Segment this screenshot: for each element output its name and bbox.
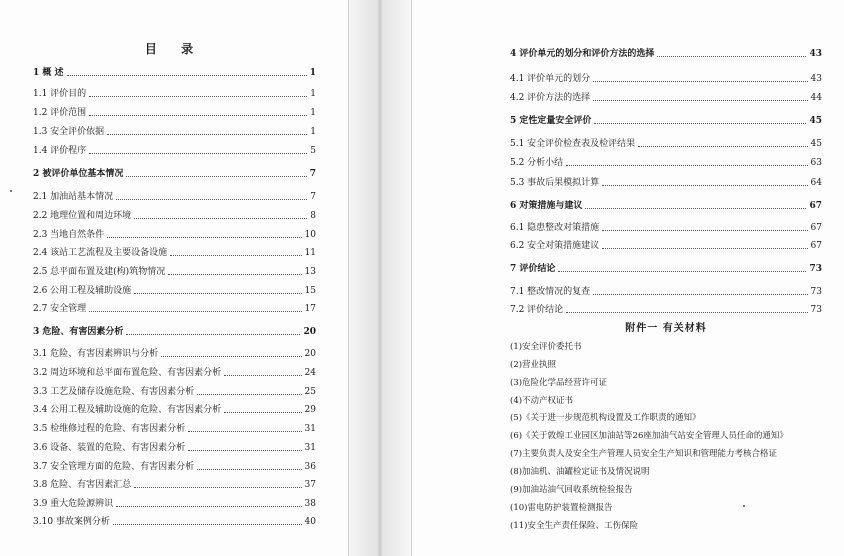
- toc-entry-title: 2.6 公用工程及辅助设施: [33, 286, 132, 296]
- toc-dot-leader: [566, 312, 807, 313]
- toc-entry-title: 3.5 检维修过程的危险、有害因素分析: [33, 424, 186, 434]
- toc-entry-title: 1.1 评价目的: [33, 89, 87, 99]
- toc-entry-title: 3.10 事故案例分析: [33, 517, 110, 527]
- toc-entry-title: 3.2 周边环境和总平面布置危险、有害因素分析: [33, 368, 222, 378]
- toc-dot-leader: [188, 450, 301, 451]
- toc-dot-leader: [89, 153, 307, 154]
- toc-page-number: 13: [304, 267, 316, 277]
- toc-section-entry: [510, 136, 822, 150]
- toc-section-entry: [33, 227, 316, 241]
- toc-dot-leader: [594, 123, 806, 124]
- toc-dot-leader: [116, 199, 307, 200]
- toc-dot-leader: [161, 356, 301, 357]
- toc-section-entry: [33, 477, 316, 491]
- toc-entry-title: 2.2 地理位置和周边环境: [33, 211, 132, 221]
- toc-entry-title: 7.2 评价结论: [510, 305, 564, 315]
- toc-chapter-entry: [510, 113, 822, 127]
- toc-page-number: 40: [304, 517, 316, 527]
- toc-section-entry: [33, 346, 316, 360]
- toc-page-number: 25: [304, 387, 316, 397]
- toc-dot-leader: [224, 412, 301, 413]
- toc-page-number: 67: [809, 201, 822, 211]
- document-page-right: [412, 0, 844, 556]
- toc-title: 目 录: [144, 42, 204, 56]
- toc-section-entry: [33, 459, 316, 473]
- toc-page-number: 7: [310, 192, 316, 202]
- toc-page-number: 1: [310, 89, 316, 99]
- toc-dot-leader: [657, 56, 806, 57]
- toc-dot-leader: [134, 218, 307, 219]
- toc-section-entry: [33, 514, 316, 528]
- toc-section-entry: [33, 365, 316, 379]
- toc-entry-title: 2.4 该站工艺流程及主要设备设施: [33, 248, 168, 258]
- toc-dot-leader: [113, 524, 302, 525]
- toc-dot-leader: [593, 294, 807, 295]
- toc-chapter-entry: [33, 166, 316, 180]
- toc-dot-leader: [602, 185, 807, 186]
- toc-chapter-entry: [510, 261, 822, 275]
- toc-section-entry: [510, 175, 822, 189]
- toc-dot-leader: [602, 248, 807, 249]
- toc-entry-title: 7.1 整改情况的复查: [510, 287, 591, 297]
- toc-dot-leader: [126, 334, 300, 335]
- toc-chapter-entry: [33, 324, 316, 338]
- toc-entry-title: 2.3 当地自然条件: [33, 230, 105, 240]
- toc-page-number: 43: [810, 74, 822, 84]
- toc-dot-leader: [593, 100, 807, 101]
- toc-dot-leader: [134, 293, 301, 294]
- toc-dot-leader: [585, 208, 806, 209]
- toc-section-entry: [510, 90, 822, 104]
- toc-page-number: 73: [810, 287, 822, 297]
- toc-entry-title: 6.2 安全对策措施建议: [510, 241, 600, 251]
- toc-section-entry: [510, 284, 822, 298]
- toc-page-number: 31: [304, 443, 316, 453]
- toc-dot-leader: [224, 375, 301, 376]
- toc-page-number: 64: [810, 178, 822, 188]
- toc-page-number: 11: [304, 248, 316, 258]
- toc-page-number: 20: [303, 327, 316, 337]
- toc-page-number: 45: [810, 139, 822, 149]
- toc-section-entry: [33, 143, 316, 157]
- toc-page-number: 43: [809, 49, 822, 59]
- toc-entry-title: 3.6 设备、装置的危险、有害因素分析: [33, 443, 186, 453]
- toc-section-entry: [510, 71, 822, 85]
- toc-page-number: 1: [309, 68, 316, 78]
- toc-chapter-entry: [33, 65, 316, 79]
- appendix-item: (4)不动产权证书: [510, 396, 574, 406]
- toc-entry-title: 3.4 公用工程及辅助设施的危险、有害因素分析: [33, 405, 222, 415]
- toc-page-number: 63: [810, 158, 822, 168]
- toc-dot-leader: [638, 146, 807, 147]
- toc-entry-title: 1.4 评价程序: [33, 146, 87, 156]
- toc-entry-title: 5.1 安全评价检查表及检评结果: [510, 139, 636, 149]
- toc-page-number: 15: [304, 286, 316, 296]
- appendix-item: (1)安全评价委托书: [510, 342, 582, 352]
- appendix-item: (5)《关于进一步规范机构设置及工作职责的通知》: [510, 413, 701, 423]
- toc-page-number: 29: [304, 405, 316, 415]
- toc-section-entry: [510, 238, 822, 252]
- toc-dot-leader: [170, 255, 301, 256]
- toc-section-entry: [510, 220, 822, 234]
- toc-page-number: 7: [309, 169, 316, 179]
- toc-page-number: 73: [809, 264, 822, 274]
- toc-entry-title: 5.2 分析小结: [510, 158, 564, 168]
- toc-page-number: 36: [304, 462, 316, 472]
- toc-entry-title: 2.5 总平面布置及建(构)筑物情况: [33, 267, 166, 277]
- toc-dot-leader: [558, 271, 806, 272]
- toc-page-number: 5: [310, 146, 316, 156]
- toc-section-entry: [33, 208, 316, 222]
- appendix-item: (6)《关于敦煌工业园区加油站等26座加油气站安全管理人员任命的通知》: [510, 431, 788, 441]
- appendix-item: (3)危险化学品经营许可证: [510, 378, 608, 388]
- toc-section-entry: [33, 402, 316, 416]
- toc-section-entry: [33, 245, 316, 259]
- toc-entry-title: 7 评价结论: [510, 264, 556, 274]
- scan-speck: [743, 505, 745, 507]
- toc-dot-leader: [107, 237, 301, 238]
- toc-entry-title: 6.1 隐患整改对策措施: [510, 223, 600, 233]
- toc-section-entry: [510, 302, 822, 316]
- page-gutter: [348, 0, 412, 556]
- toc-entry-title: 3.8 危险、有害因素汇总: [33, 480, 132, 490]
- toc-page-number: 67: [810, 223, 822, 233]
- appendix-item: (2)营业执照: [510, 360, 557, 370]
- toc-entry-title: 1.3 安全评价依据: [33, 127, 105, 137]
- appendix-item: (8)加油机、油罐检定证书及情况说明: [510, 467, 650, 477]
- toc-entry-title: 4 评价单元的划分和评价方法的选择: [510, 49, 655, 59]
- toc-page-number: 38: [304, 499, 316, 509]
- toc-section-entry: [33, 301, 316, 315]
- toc-dot-leader: [89, 96, 307, 97]
- toc-section-entry: [33, 124, 316, 138]
- toc-section-entry: [510, 155, 822, 169]
- toc-section-entry: [33, 105, 316, 119]
- appendix-item: (9)加油站油气回收系统检验报告: [510, 485, 633, 495]
- toc-entry-title: 4.1 评价单元的划分: [510, 74, 591, 84]
- toc-entry-title: 1.2 评价范围: [33, 108, 87, 118]
- toc-entry-title: 3 危险、有害因素分析: [33, 327, 124, 337]
- toc-section-entry: [33, 264, 316, 278]
- toc-entry-title: 5 定性定量安全评价: [510, 116, 592, 126]
- toc-section-entry: [33, 189, 316, 203]
- toc-dot-leader: [89, 115, 307, 116]
- toc-entry-title: 1 概 述: [33, 68, 64, 78]
- toc-page-number: 73: [810, 305, 822, 315]
- toc-dot-leader: [67, 75, 307, 76]
- toc-section-entry: [33, 384, 316, 398]
- toc-entry-title: 3.3 工艺及储存设施危险、有害因素分析: [33, 387, 195, 397]
- toc-dot-leader: [126, 176, 306, 177]
- toc-dot-leader: [89, 311, 301, 312]
- toc-page-number: 31: [304, 424, 316, 434]
- toc-dot-leader: [593, 81, 807, 82]
- toc-entry-title: 2 被评价单位基本情况: [33, 169, 124, 179]
- page-edge-left: [348, 0, 349, 556]
- appendix-item: (7)主要负责人及安全生产管理人员安全生产知识和管理能力考核合格证: [510, 449, 778, 459]
- toc-dot-leader: [197, 394, 301, 395]
- toc-dot-leader: [168, 274, 301, 275]
- appendix-item: (11)安全生产责任保险、工伤保险: [510, 521, 638, 531]
- toc-chapter-entry: [510, 198, 822, 212]
- toc-entry-title: 2.1 加油站基本情况: [33, 192, 114, 202]
- toc-section-entry: [33, 283, 316, 297]
- toc-dot-leader: [197, 469, 301, 470]
- toc-entry-title: 6 对策措施与建议: [510, 201, 583, 211]
- toc-entry-title: 4.2 评价方法的选择: [510, 93, 591, 103]
- toc-dot-leader: [107, 134, 307, 135]
- toc-entry-title: 3.1 危险、有害因素辨识与分析: [33, 349, 159, 359]
- toc-section-entry: [33, 496, 316, 510]
- appendix-item: (10)雷电防护装置检测报告: [510, 503, 613, 513]
- toc-dot-leader: [566, 165, 807, 166]
- toc-entry-title: 3.7 安全管理方面的危险、有害因素分析: [33, 462, 195, 472]
- toc-section-entry: [33, 86, 316, 100]
- toc-page-number: 8: [310, 211, 316, 221]
- toc-entry-title: 5.3 事故后果模拟计算: [510, 178, 600, 188]
- toc-dot-leader: [602, 230, 807, 231]
- toc-entry-title: 2.7 安全管理: [33, 304, 87, 314]
- toc-entry-title: 3.9 重大危险源辨识: [33, 499, 114, 509]
- toc-page-number: 20: [304, 349, 316, 359]
- toc-page-number: 10: [304, 230, 316, 240]
- toc-page-number: 1: [310, 127, 316, 137]
- toc-page-number: 67: [810, 241, 822, 251]
- toc-page-number: 45: [809, 116, 822, 126]
- toc-section-entry: [33, 421, 316, 435]
- toc-page-number: 44: [810, 93, 822, 103]
- toc-dot-leader: [188, 431, 301, 432]
- toc-page-number: 24: [304, 368, 316, 378]
- toc-dot-leader: [134, 487, 301, 488]
- appendix-title: 附件一 有关材料: [625, 323, 707, 334]
- toc-chapter-entry: [510, 46, 822, 60]
- toc-section-entry: [33, 440, 316, 454]
- toc-dot-leader: [116, 506, 301, 507]
- scan-speck: [10, 190, 12, 192]
- toc-page-number: 37: [304, 480, 316, 490]
- toc-page-number: 17: [304, 304, 316, 314]
- toc-page-number: 1: [310, 108, 316, 118]
- document-page-left: [0, 0, 348, 556]
